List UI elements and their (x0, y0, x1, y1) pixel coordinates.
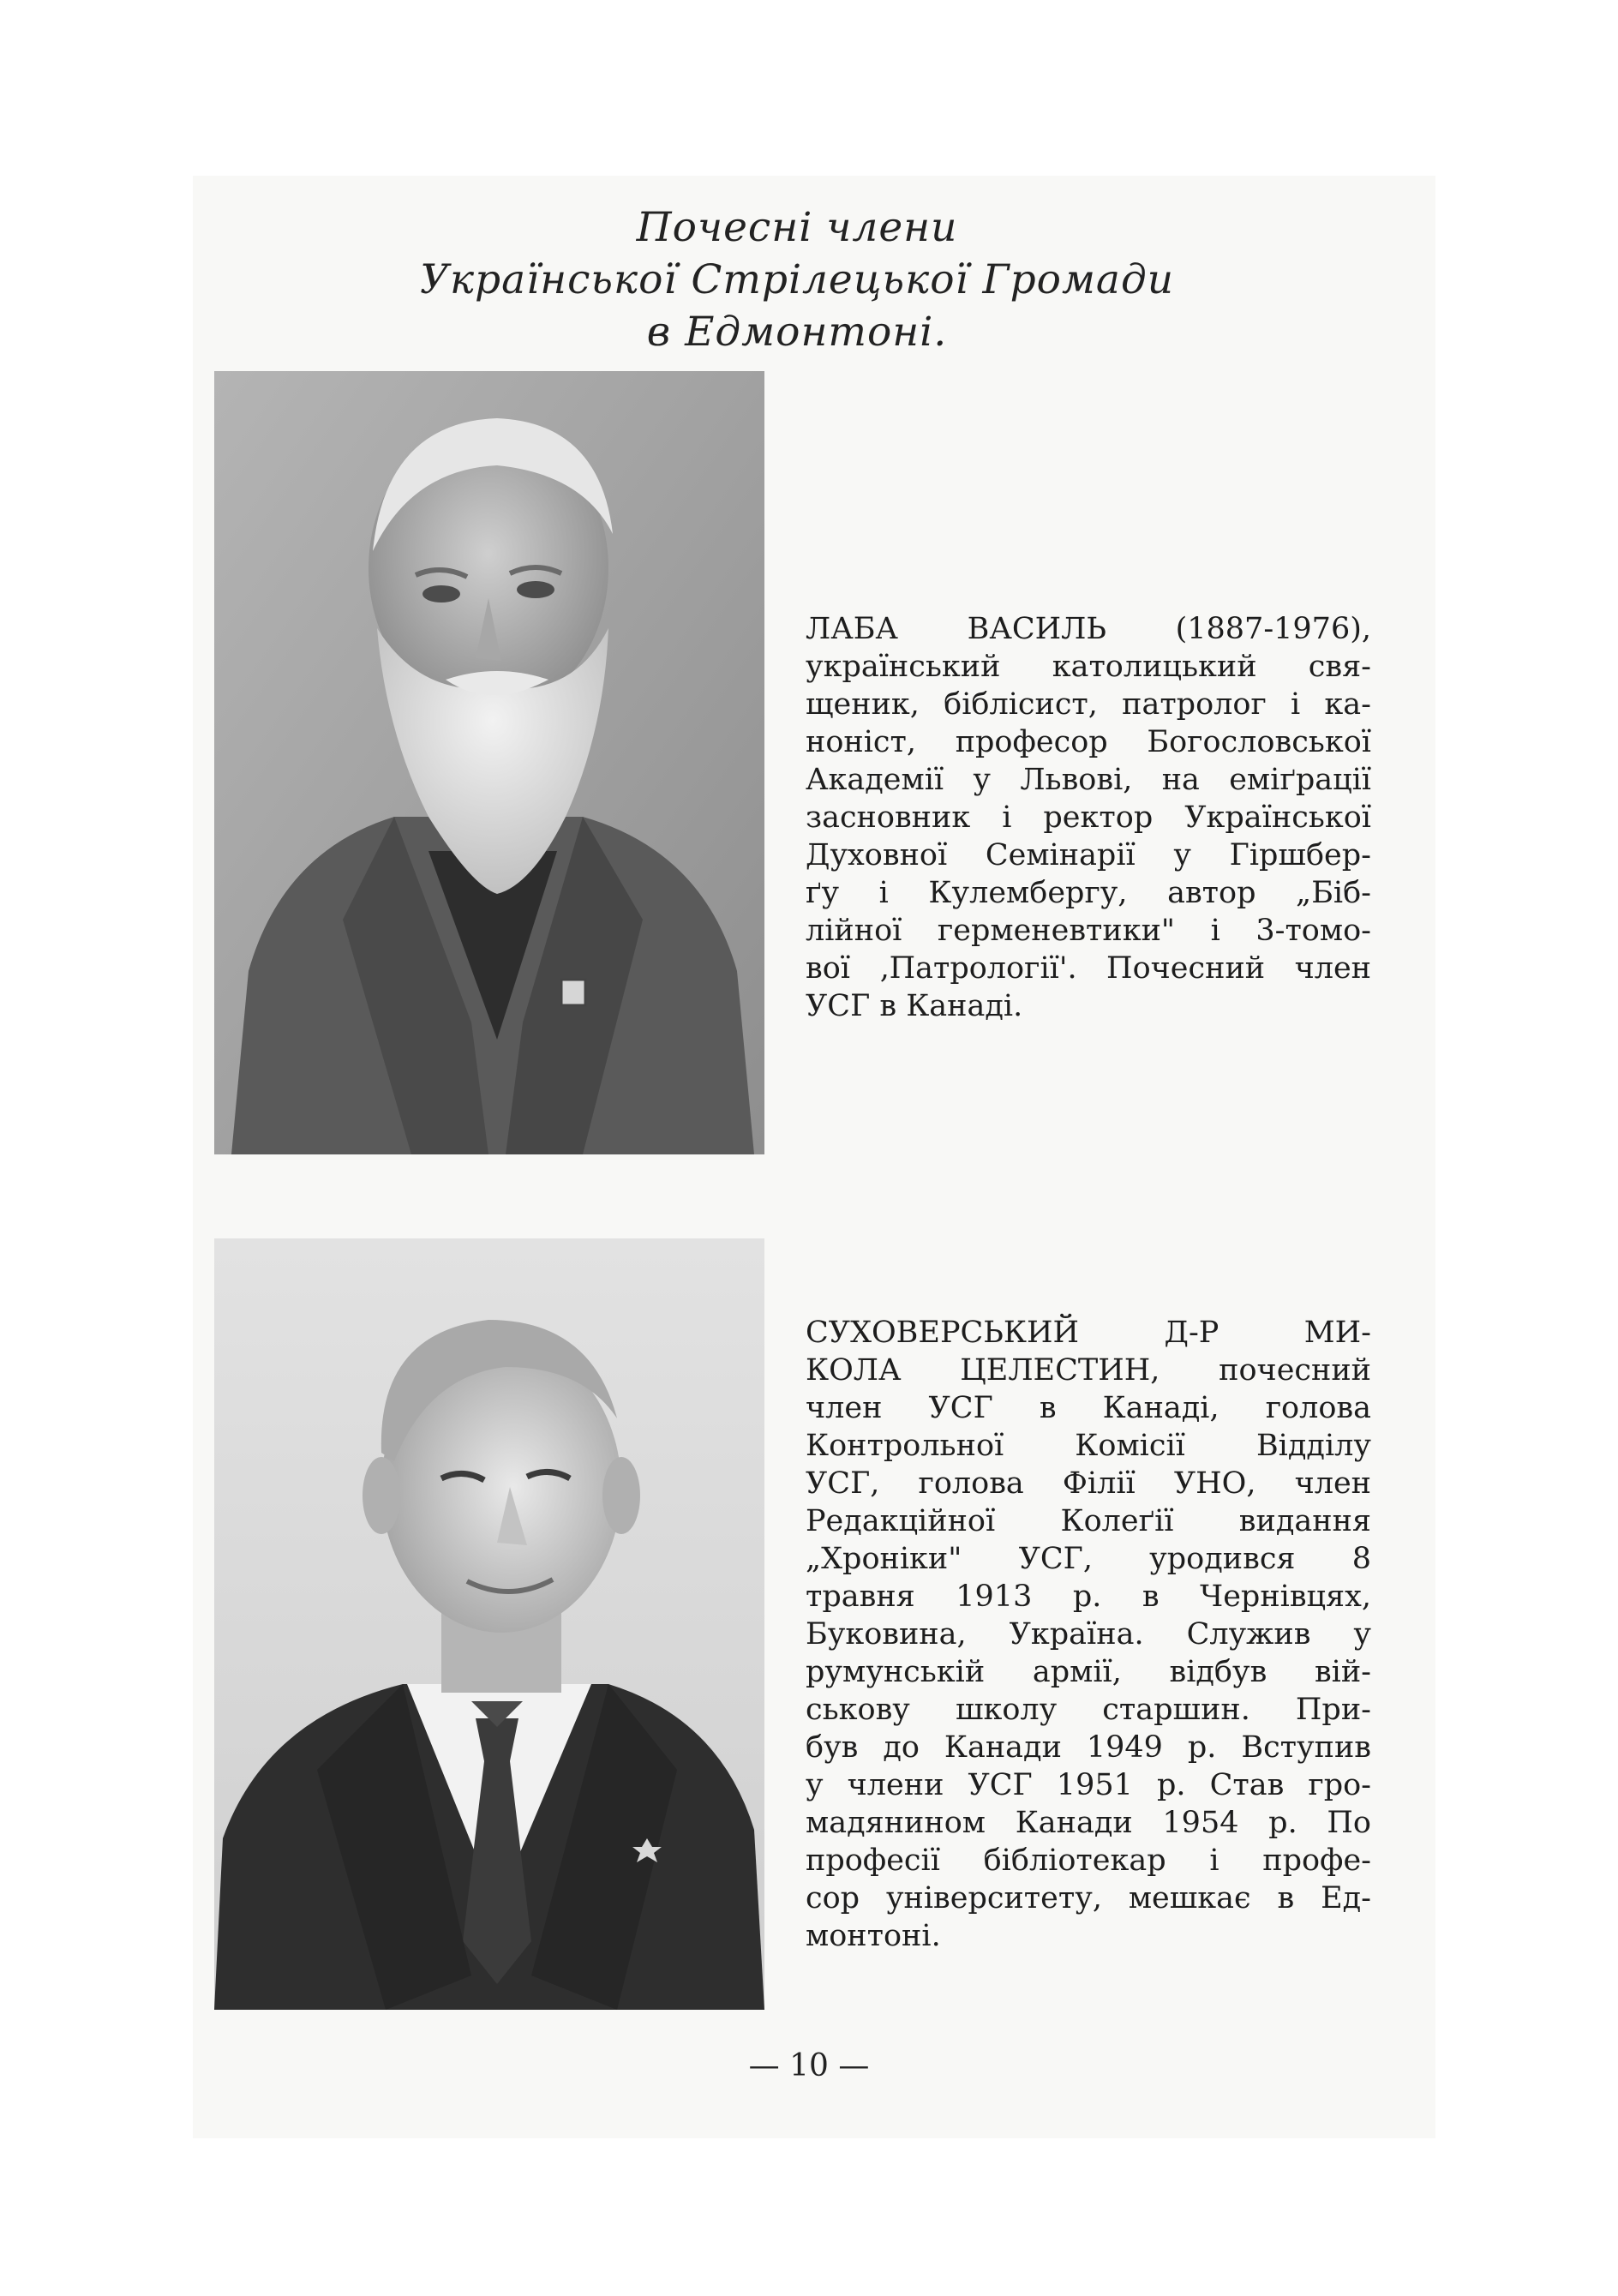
bio-line: професії бібліотекар і профе- (806, 1843, 1371, 1878)
bio-line: засновник і ректор Української (806, 800, 1371, 835)
portrait-bearded-man-image (214, 371, 764, 1154)
bio-line: член УСГ в Канаді, голова (806, 1391, 1371, 1425)
bio-line: монтоні. (806, 1919, 941, 1953)
bio-line: ґу і Кулембергу, автор „Біб- (806, 876, 1371, 910)
bio-line: ноніст, професор Богословської (806, 725, 1371, 759)
portrait-photo (214, 371, 764, 1154)
portrait-photo (214, 1238, 764, 2010)
heading-line-2: Української Стрілецької Громади (419, 256, 1175, 303)
bio-line: ськову школу старшин. При- (806, 1693, 1371, 1727)
bio-line: мадянином Канади 1954 р. По (806, 1806, 1371, 1840)
bio-line: лійної герменевтики" і 3-томо- (806, 914, 1371, 948)
page-heading (283, 201, 1311, 358)
bio-line: Академії у Львові, на еміґрації (806, 763, 1371, 797)
bio-line: „Хроніки" УСГ, уродився 8 (806, 1542, 1371, 1576)
bio-line: Контрольної Комісії Відділу (806, 1429, 1371, 1463)
bio-line: Буковина, Україна. Служив у (806, 1617, 1371, 1652)
bio-line: ЛАБА ВАСИЛЬ (1887-1976), (806, 612, 1371, 646)
bio-text-sukhoverskyi (806, 1314, 1371, 1955)
bio-line: щеник, біблісист, патролог і ка- (806, 687, 1371, 722)
bio-text-laba (806, 610, 1371, 1025)
bio-line: був до Канади 1949 р. Вступив (806, 1730, 1371, 1765)
heading-line-1: Почесні члени (636, 204, 958, 251)
bio-line: СУХОВЕРСЬКИЙ Д-Р МИ- (806, 1316, 1371, 1350)
portrait-man-in-suit-image (214, 1238, 764, 2010)
bio-line: травня 1913 р. в Чернівцях, (806, 1580, 1371, 1614)
bio-line: УСГ в Канаді. (806, 989, 1023, 1023)
bio-line: Духовної Семінарії у Гіршбер- (806, 838, 1371, 872)
bio-line: український католицький свя- (806, 650, 1371, 684)
bio-line: румунській армії, відбув вій- (806, 1655, 1371, 1689)
page-number: — 10 — (748, 2048, 870, 2083)
bio-line: у члени УСГ 1951 р. Став гро- (806, 1768, 1371, 1802)
bio-line: КОЛА ЦЕЛЕСТИН, почесний (806, 1353, 1371, 1388)
bio-line: вої ‚Патрології'. Почесний член (806, 951, 1371, 986)
bio-line: Редакційної Колеґії видання (806, 1504, 1371, 1538)
bio-line: сор університету, мешкає в Ед- (806, 1881, 1371, 1915)
bio-line: УСГ, голова Філії УНО, член (806, 1466, 1371, 1501)
heading-line-3: в Едмонтоні. (646, 309, 948, 356)
